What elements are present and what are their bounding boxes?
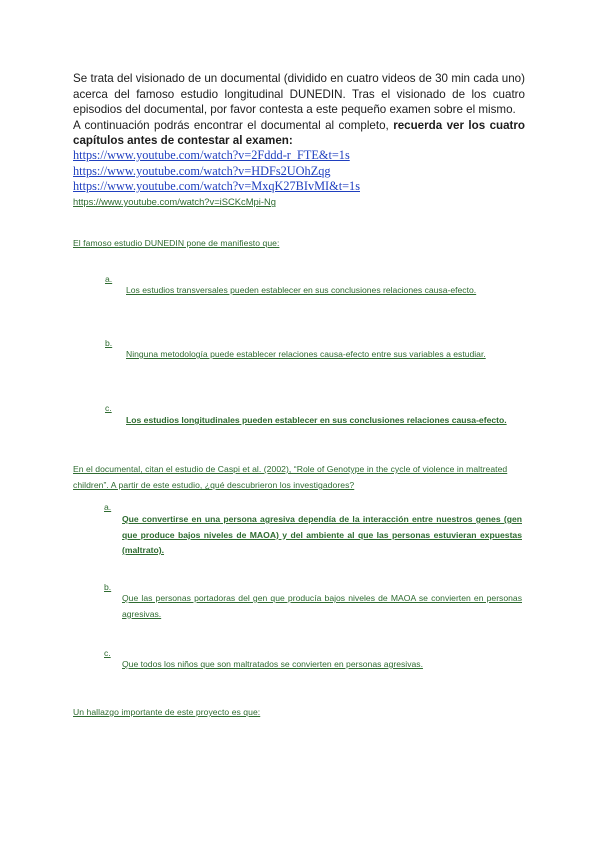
question-1-option-b-letter: b. xyxy=(105,338,113,348)
question-1: El famoso estudio DUNEDIN pone de manifiesto que: xyxy=(73,238,280,248)
question-1-option-c-letter: c. xyxy=(105,403,112,413)
video-link-4[interactable]: https://www.youtube.com/watch?v=iSCKcMpi-Ng xyxy=(73,196,276,207)
question-1-option-a-letter: a. xyxy=(105,274,113,284)
intro-paragraph-1: Se trata del visionado de un documental (dividido en cuatro videos de 30 min cada uno) acerca del famoso estudio longitudinal DUNEDIN. Tras el visionado de los cuatro episodios del documental, por favor contesta a este pequeño examen sobre el mismo. xyxy=(73,72,525,117)
question-1-option-c[interactable]: Los estudios longitudinales pueden establecer en sus conclusiones relaciones causa-efecto. xyxy=(126,415,507,425)
question-2-option-a[interactable]: Que convertirse en una persona agresiva dependía de la interacción entre nuestros genes (gen que produce bajos niveles de MAOA) y del ambiente al que las personas estuvieran expuestas (maltrato). xyxy=(122,514,522,555)
question-1-option-b[interactable]: Ninguna metodología puede establecer relaciones causa-efecto entre sus variables a estudiar. xyxy=(126,349,486,359)
question-2-option-b-letter: b. xyxy=(104,582,112,592)
intro-emphasis: recuerda ver los cuatro capítulos antes de contestar al examen xyxy=(73,118,525,148)
question-1-option-a[interactable]: Los estudios transversales pueden establecer en sus conclusiones relaciones causa-efecto. xyxy=(126,285,477,295)
video-link-2[interactable]: https://www.youtube.com/watch?v=HDFs2UOhZqg xyxy=(73,164,331,178)
question-2-option-b[interactable]: Que las personas portadoras del gen que producía bajos niveles de MAOA se convierten en personas agresivas. xyxy=(122,593,522,619)
question-2-option-c[interactable]: Que todos los niños que son maltratados se convierten en personas agresivas. xyxy=(122,659,423,669)
intro-paragraph-2: A continuación podrás encontrar el documental al completo, recuerda ver los cuatro capítulos antes de contestar al examen: xyxy=(73,118,525,148)
video-link-3[interactable]: https://www.youtube.com/watch?v=MxqK27BIvMI&t=1s xyxy=(73,179,360,193)
video-link-1[interactable]: https://www.youtube.com/watch?v=2Fddd-r_FTE&t=1s xyxy=(73,148,350,162)
intro-text xyxy=(73,71,525,149)
question-3: Un hallazgo importante de este proyecto es que: xyxy=(73,707,261,717)
question-2-option-c-letter: c. xyxy=(104,648,111,658)
question-2-option-a-letter: a. xyxy=(104,502,112,512)
question-2: En el documental, citan el estudio de Caspi et al. (2002), “Role of Genotype in the cycle of violence in maltreated children”. A partir de este estudio, ¿qué descubrieron los investigadores? xyxy=(73,464,508,490)
